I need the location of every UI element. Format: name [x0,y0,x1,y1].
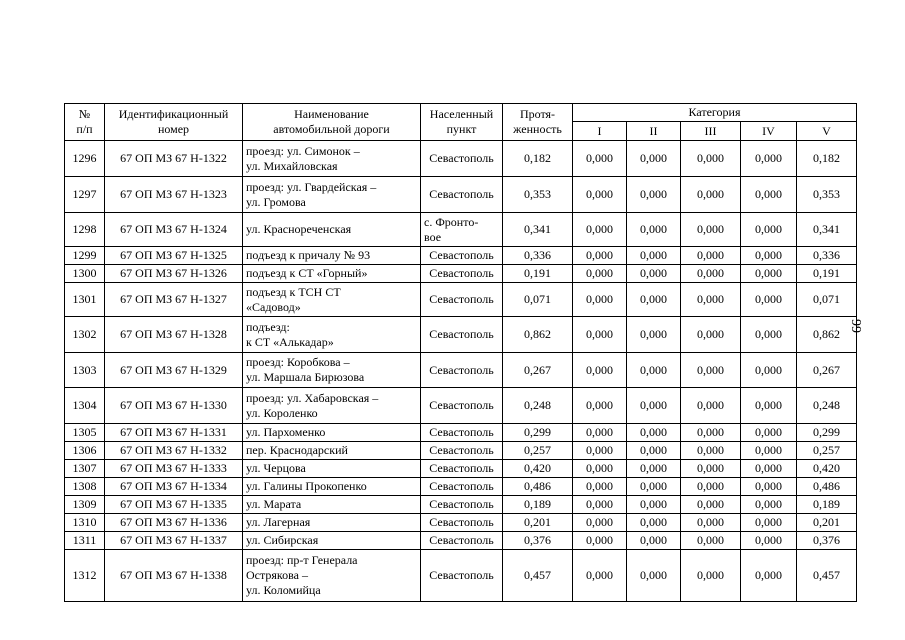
cell-settlement: Севастополь [421,265,503,283]
cell-num: 1309 [65,496,105,514]
cell-category-iii: 0,000 [681,353,741,388]
cell-num: 1296 [65,141,105,177]
cell-num: 1304 [65,388,105,424]
cell-category-iii: 0,000 [681,460,741,478]
cell-road-name: проезд: ул. Хабаровская – ул. Короленко [243,388,421,424]
cell-settlement: Севастополь [421,514,503,532]
cell-settlement: Севастополь [421,247,503,265]
cell-category-v: 0,191 [797,265,857,283]
cell-id: 67 ОП МЗ 67 Н-1331 [105,424,243,442]
cell-category-ii: 0,000 [627,213,681,247]
cell-road-name: проезд: ул. Симонок – ул. Михайловская [243,141,421,177]
cell-length: 0,191 [503,265,573,283]
cell-num: 1311 [65,532,105,550]
cell-category-i: 0,000 [573,388,627,424]
cell-road-name: ул. Сибирская [243,532,421,550]
cell-category-iii: 0,000 [681,388,741,424]
cell-category-v: 0,486 [797,478,857,496]
table-row [65,388,857,424]
cell-category-iv: 0,000 [741,496,797,514]
cell-category-i: 0,000 [573,496,627,514]
cell-id: 67 ОП МЗ 67 Н-1327 [105,283,243,317]
cell-num: 1301 [65,283,105,317]
cell-category-iv: 0,000 [741,550,797,602]
cell-category-iii: 0,000 [681,514,741,532]
cell-category-v: 0,299 [797,424,857,442]
cell-road-name: подъезд: к СТ «Алькадар» [243,317,421,353]
cell-category-ii: 0,000 [627,496,681,514]
table-row [65,247,857,265]
cell-id: 67 ОП МЗ 67 Н-1332 [105,442,243,460]
cell-category-iii: 0,000 [681,442,741,460]
cell-category-iv: 0,000 [741,213,797,247]
table-row [65,213,857,247]
cell-category-iv: 0,000 [741,247,797,265]
cell-id: 67 ОП МЗ 67 Н-1323 [105,177,243,213]
cell-settlement: Севастополь [421,353,503,388]
cell-settlement: Севастополь [421,177,503,213]
cell-category-iii: 0,000 [681,478,741,496]
cell-road-name: ул. Пархоменко [243,424,421,442]
cell-settlement: Севастополь [421,550,503,602]
cell-settlement: Севастополь [421,388,503,424]
cell-category-ii: 0,000 [627,532,681,550]
cell-category-v: 0,201 [797,514,857,532]
cell-category-iv: 0,000 [741,317,797,353]
cell-id: 67 ОП МЗ 67 Н-1326 [105,265,243,283]
cell-road-name: ул. Краснореченская [243,213,421,247]
header-settlement: Населенный пункт [421,104,503,141]
cell-category-ii: 0,000 [627,247,681,265]
cell-category-iv: 0,000 [741,442,797,460]
cell-category-v: 0,457 [797,550,857,602]
roads-table [64,103,857,602]
cell-id: 67 ОП МЗ 67 Н-1330 [105,388,243,424]
cell-num: 1302 [65,317,105,353]
cell-road-name: ул. Лагерная [243,514,421,532]
cell-category-i: 0,000 [573,265,627,283]
cell-category-i: 0,000 [573,442,627,460]
cell-length: 0,486 [503,478,573,496]
cell-num: 1306 [65,442,105,460]
table-row [65,424,857,442]
cell-id: 67 ОП МЗ 67 Н-1334 [105,478,243,496]
cell-category-ii: 0,000 [627,442,681,460]
cell-num: 1299 [65,247,105,265]
cell-num: 1300 [65,265,105,283]
table-row [65,317,857,353]
cell-category-v: 0,420 [797,460,857,478]
cell-category-iv: 0,000 [741,388,797,424]
cell-category-i: 0,000 [573,424,627,442]
cell-category-ii: 0,000 [627,353,681,388]
table-row [65,532,857,550]
cell-category-ii: 0,000 [627,283,681,317]
cell-length: 0,353 [503,177,573,213]
cell-num: 1310 [65,514,105,532]
cell-category-i: 0,000 [573,213,627,247]
header-num: № п/п [65,104,105,141]
cell-id: 67 ОП МЗ 67 Н-1322 [105,141,243,177]
cell-category-iv: 0,000 [741,424,797,442]
cell-category-v: 0,267 [797,353,857,388]
cell-category-iv: 0,000 [741,353,797,388]
header-name: Наименование автомобильной дороги [243,104,421,141]
cell-category-iv: 0,000 [741,514,797,532]
cell-category-v: 0,862 [797,317,857,353]
cell-length: 0,267 [503,353,573,388]
cell-category-ii: 0,000 [627,265,681,283]
cell-settlement: Севастополь [421,496,503,514]
cell-category-i: 0,000 [573,283,627,317]
cell-category-i: 0,000 [573,177,627,213]
table-row [65,478,857,496]
cell-category-iii: 0,000 [681,247,741,265]
cell-category-i: 0,000 [573,317,627,353]
cell-category-ii: 0,000 [627,550,681,602]
cell-road-name: проезд: Коробкова – ул. Маршала Бирюзова [243,353,421,388]
header-cat-ii: II [627,122,681,141]
cell-settlement: Севастополь [421,283,503,317]
cell-settlement: Севастополь [421,424,503,442]
cell-length: 0,336 [503,247,573,265]
cell-category-ii: 0,000 [627,177,681,213]
cell-id: 67 ОП МЗ 67 Н-1335 [105,496,243,514]
cell-category-i: 0,000 [573,247,627,265]
cell-category-iii: 0,000 [681,496,741,514]
cell-id: 67 ОП МЗ 67 Н-1336 [105,514,243,532]
cell-road-name: пер. Краснодарский [243,442,421,460]
cell-category-ii: 0,000 [627,317,681,353]
cell-category-i: 0,000 [573,514,627,532]
cell-category-iii: 0,000 [681,141,741,177]
table-row [65,265,857,283]
cell-num: 1307 [65,460,105,478]
cell-category-ii: 0,000 [627,388,681,424]
cell-category-i: 0,000 [573,550,627,602]
cell-category-iii: 0,000 [681,177,741,213]
header-cat-iii: III [681,122,741,141]
page-number: 99 [848,319,863,333]
cell-road-name: ул. Марата [243,496,421,514]
cell-length: 0,201 [503,514,573,532]
cell-category-iii: 0,000 [681,283,741,317]
cell-length: 0,862 [503,317,573,353]
cell-id: 67 ОП МЗ 67 Н-1328 [105,317,243,353]
cell-category-iv: 0,000 [741,460,797,478]
cell-num: 1305 [65,424,105,442]
cell-category-i: 0,000 [573,460,627,478]
cell-id: 67 ОП МЗ 67 Н-1337 [105,532,243,550]
table-row [65,514,857,532]
cell-category-iii: 0,000 [681,317,741,353]
cell-road-name: подъезд к СТ «Горный» [243,265,421,283]
cell-length: 0,189 [503,496,573,514]
cell-length: 0,457 [503,550,573,602]
cell-settlement: Севастополь [421,141,503,177]
cell-num: 1312 [65,550,105,602]
cell-category-iv: 0,000 [741,265,797,283]
cell-settlement: с. Фронто- вое [421,213,503,247]
cell-num: 1297 [65,177,105,213]
cell-category-v: 0,376 [797,532,857,550]
cell-category-iv: 0,000 [741,283,797,317]
cell-length: 0,071 [503,283,573,317]
cell-category-v: 0,341 [797,213,857,247]
cell-category-v: 0,336 [797,247,857,265]
cell-length: 0,376 [503,532,573,550]
cell-settlement: Севастополь [421,317,503,353]
cell-id: 67 ОП МЗ 67 Н-1338 [105,550,243,602]
cell-road-name: подъезд к ТСН СТ «Садовод» [243,283,421,317]
cell-category-iv: 0,000 [741,177,797,213]
cell-category-v: 0,189 [797,496,857,514]
header-cat-v: V [797,122,857,141]
cell-road-name: проезд: ул. Гвардейская – ул. Громова [243,177,421,213]
table-row [65,442,857,460]
cell-category-v: 0,182 [797,141,857,177]
table-row [65,353,857,388]
table-row [65,141,857,177]
header-length: Протя- женность [503,104,573,141]
cell-category-iii: 0,000 [681,265,741,283]
cell-category-v: 0,257 [797,442,857,460]
table-row [65,460,857,478]
cell-length: 0,299 [503,424,573,442]
cell-road-name: ул. Галины Прокопенко [243,478,421,496]
cell-category-iv: 0,000 [741,141,797,177]
cell-category-i: 0,000 [573,532,627,550]
cell-length: 0,341 [503,213,573,247]
cell-category-iii: 0,000 [681,213,741,247]
cell-num: 1308 [65,478,105,496]
table-row [65,550,857,602]
cell-road-name: подъезд к причалу № 93 [243,247,421,265]
cell-length: 0,257 [503,442,573,460]
cell-category-v: 0,353 [797,177,857,213]
cell-category-iii: 0,000 [681,424,741,442]
cell-category-iv: 0,000 [741,478,797,496]
cell-category-ii: 0,000 [627,478,681,496]
table-row [65,177,857,213]
cell-length: 0,420 [503,460,573,478]
cell-id: 67 ОП МЗ 67 Н-1325 [105,247,243,265]
cell-category-v: 0,071 [797,283,857,317]
cell-category-i: 0,000 [573,141,627,177]
cell-length: 0,182 [503,141,573,177]
cell-num: 1303 [65,353,105,388]
cell-num: 1298 [65,213,105,247]
cell-category-iv: 0,000 [741,532,797,550]
header-cat-iv: IV [741,122,797,141]
header-category: Категория [573,104,857,122]
cell-category-i: 0,000 [573,478,627,496]
cell-category-v: 0,248 [797,388,857,424]
cell-category-i: 0,000 [573,353,627,388]
cell-road-name: проезд: пр-т Генерала Острякова – ул. Коломийца [243,550,421,602]
cell-category-ii: 0,000 [627,460,681,478]
cell-settlement: Севастополь [421,460,503,478]
cell-category-ii: 0,000 [627,424,681,442]
cell-category-ii: 0,000 [627,514,681,532]
cell-road-name: ул. Черцова [243,460,421,478]
cell-settlement: Севастополь [421,478,503,496]
cell-settlement: Севастополь [421,532,503,550]
table-row [65,496,857,514]
cell-id: 67 ОП МЗ 67 Н-1329 [105,353,243,388]
cell-category-iii: 0,000 [681,532,741,550]
header-id: Идентификационный номер [105,104,243,141]
cell-settlement: Севастополь [421,442,503,460]
header-cat-i: I [573,122,627,141]
cell-category-ii: 0,000 [627,141,681,177]
cell-category-iii: 0,000 [681,550,741,602]
table-row [65,283,857,317]
cell-id: 67 ОП МЗ 67 Н-1333 [105,460,243,478]
cell-id: 67 ОП МЗ 67 Н-1324 [105,213,243,247]
cell-length: 0,248 [503,388,573,424]
